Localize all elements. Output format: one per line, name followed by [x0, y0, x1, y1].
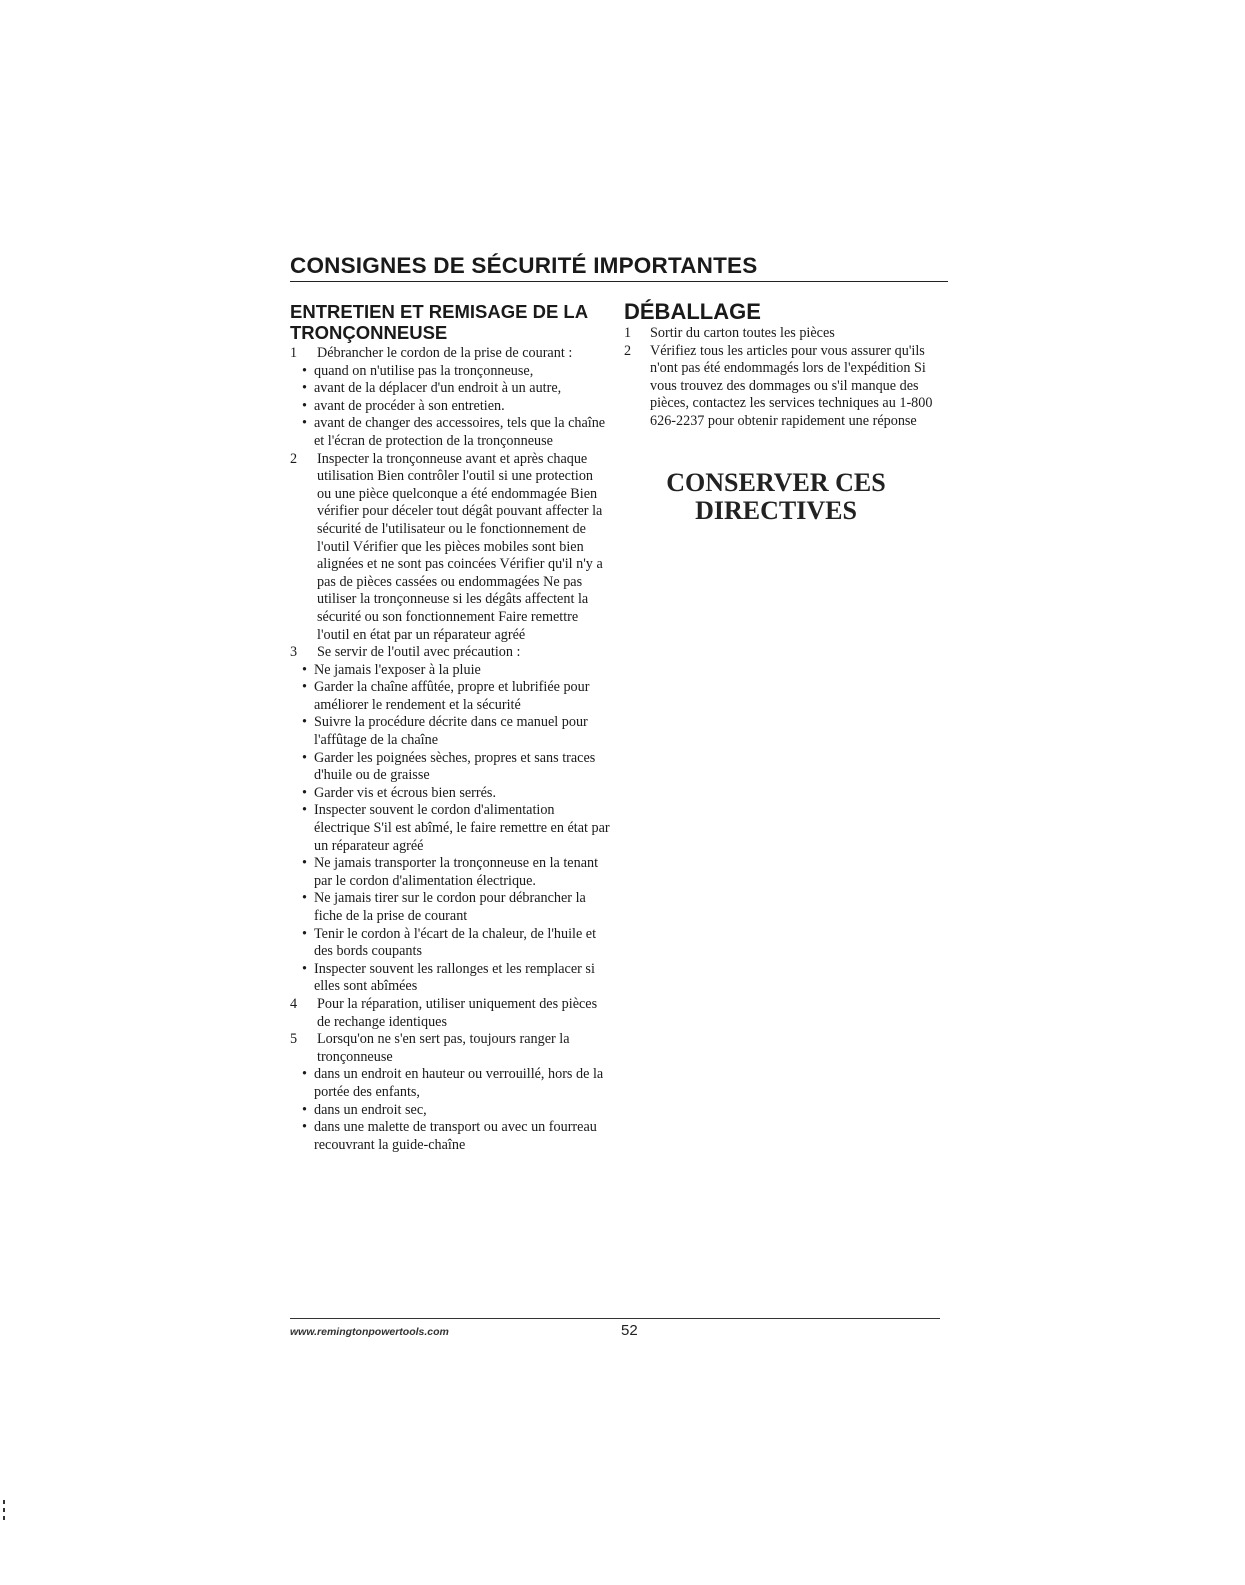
item-text: Lorsqu'on ne s'en sert pas, toujours ranger la tronçonneuse: [317, 1031, 570, 1065]
bullet-list: [290, 1066, 610, 1154]
bullet-item: • Garder les poignées sèches, propres et sans traces d'huile ou de graisse: [302, 750, 610, 785]
bullet-item: • quand on n'utilise pas la tronçonneuse,: [302, 363, 610, 381]
bullet-item: • Suivre la procédure décrite dans ce manuel pour l'affûtage de la chaîne: [302, 714, 610, 749]
unpacking-heading: DÉBALLAGE: [624, 299, 761, 324]
item-number: 5: [290, 1031, 298, 1048]
bullet-item: • Garder vis et écrous bien serrés.: [302, 785, 610, 803]
maintenance-storage-section: [290, 301, 610, 1154]
keep-instructions-notice: [624, 469, 946, 525]
bullet-item: • Ne jamais l'exposer à la pluie: [302, 662, 610, 680]
item-text: Débrancher le cordon de la prise de courant :: [317, 345, 573, 361]
bullet-item: • Ne jamais transporter la tronçonneuse en la tenant par le cordon d'alimentation électrique.: [302, 855, 610, 890]
page-title: CONSIGNES DE SÉCURITÉ IMPORTANTES: [290, 253, 948, 282]
list-item-2: [624, 343, 946, 431]
list-item-2: [290, 451, 610, 645]
keep-instructions-line-1: CONSERVER CES: [666, 467, 886, 497]
footer-divider: [290, 1318, 940, 1319]
bullet-item: • Inspecter souvent les rallonges et les remplacer si elles sont abîmées: [302, 961, 610, 996]
list-item-3: [290, 644, 610, 662]
item-text: Se servir de l'outil avec précaution :: [317, 644, 521, 661]
unpacking-section: [624, 301, 946, 525]
item-number: 1: [624, 325, 632, 341]
item-number: 2: [624, 342, 632, 359]
scan-margin-mark: [3, 1500, 6, 1530]
bullet-item: • Garder la chaîne affûtée, propre et lubrifiée pour améliorer le rendement et la sécurité: [302, 679, 610, 714]
bullet-item: • avant de changer des accessoires, tels que la chaîne et l'écran de protection de la tronçonneuse: [302, 415, 610, 450]
item-text: Sortir du carton toutes les pièces: [650, 325, 835, 341]
bullet-item: • avant de procéder à son entretien.: [302, 398, 610, 416]
item-text: Vérifiez tous les articles pour vous assurer qu'ils n'ont pas été endommagés lors de l'expédition Si vous trouvez des dommages ou s'il manque des pièces, contactez les services techniques au 1-800 626-2237 pour obtenir rapidement une réponse: [650, 342, 933, 429]
item-number: 3: [290, 644, 298, 661]
bullet-item: • Inspecter souvent le cordon d'alimentation électrique S'il est abîmé, le faire remettre en état par un réparateur agréé: [302, 802, 610, 855]
bullet-item: • Tenir le cordon à l'écart de la chaleur, de l'huile et des bords coupants: [302, 926, 610, 961]
bullet-item: • Ne jamais tirer sur le cordon pour débrancher la fiche de la prise de courant: [302, 890, 610, 925]
list-item-5: [290, 1031, 610, 1066]
bullet-list: [290, 363, 610, 451]
item-number: 1: [290, 345, 298, 361]
bullet-item: • dans un endroit en hauteur ou verrouillé, hors de la portée des enfants,: [302, 1066, 610, 1101]
maintenance-heading: ENTRETIEN ET REMISAGE DE LA TRONÇONNEUSE: [290, 301, 588, 343]
list-item-1: [624, 325, 946, 343]
footer-url: www.remingtonpowertools.com: [290, 1326, 449, 1338]
item-number: 4: [290, 995, 298, 1012]
page-number: 52: [621, 1322, 638, 1339]
list-item-1: [290, 345, 610, 363]
bullet-item: • dans un endroit sec,: [302, 1102, 610, 1120]
list-item-4: [290, 996, 610, 1031]
bullet-item: • avant de la déplacer d'un endroit à un autre,: [302, 380, 610, 398]
bullet-item: • dans une malette de transport ou avec un fourreau recouvrant la guide-chaîne: [302, 1119, 610, 1154]
item-text: Pour la réparation, utiliser uniquement des pièces de rechange identiques: [317, 995, 598, 1030]
bullet-list: [290, 662, 610, 996]
keep-instructions-line-2: DIRECTIVES: [695, 495, 857, 525]
item-number: 2: [290, 450, 298, 467]
item-text: Inspecter la tronçonneuse avant et après chaque utilisation Bien contrôler l'outil si une protection ou une pièce quelconque a été endommagée Bien vérifier pour déceler tout dégât pouvant affecter la sécurité de l'utilisateur ou le fonctionnement de l'outil Vérifier que les pièces mobiles sont bien alignées et ne sont pas coincées Vérifier qu'il n'y a pas de pièces cassées ou endommagées Ne pas utiliser la tronçonneuse si les dégâts affectent la sécurité ou son fonctionnement Faire remettre l'outil en état par un réparateur agréé: [317, 450, 603, 643]
